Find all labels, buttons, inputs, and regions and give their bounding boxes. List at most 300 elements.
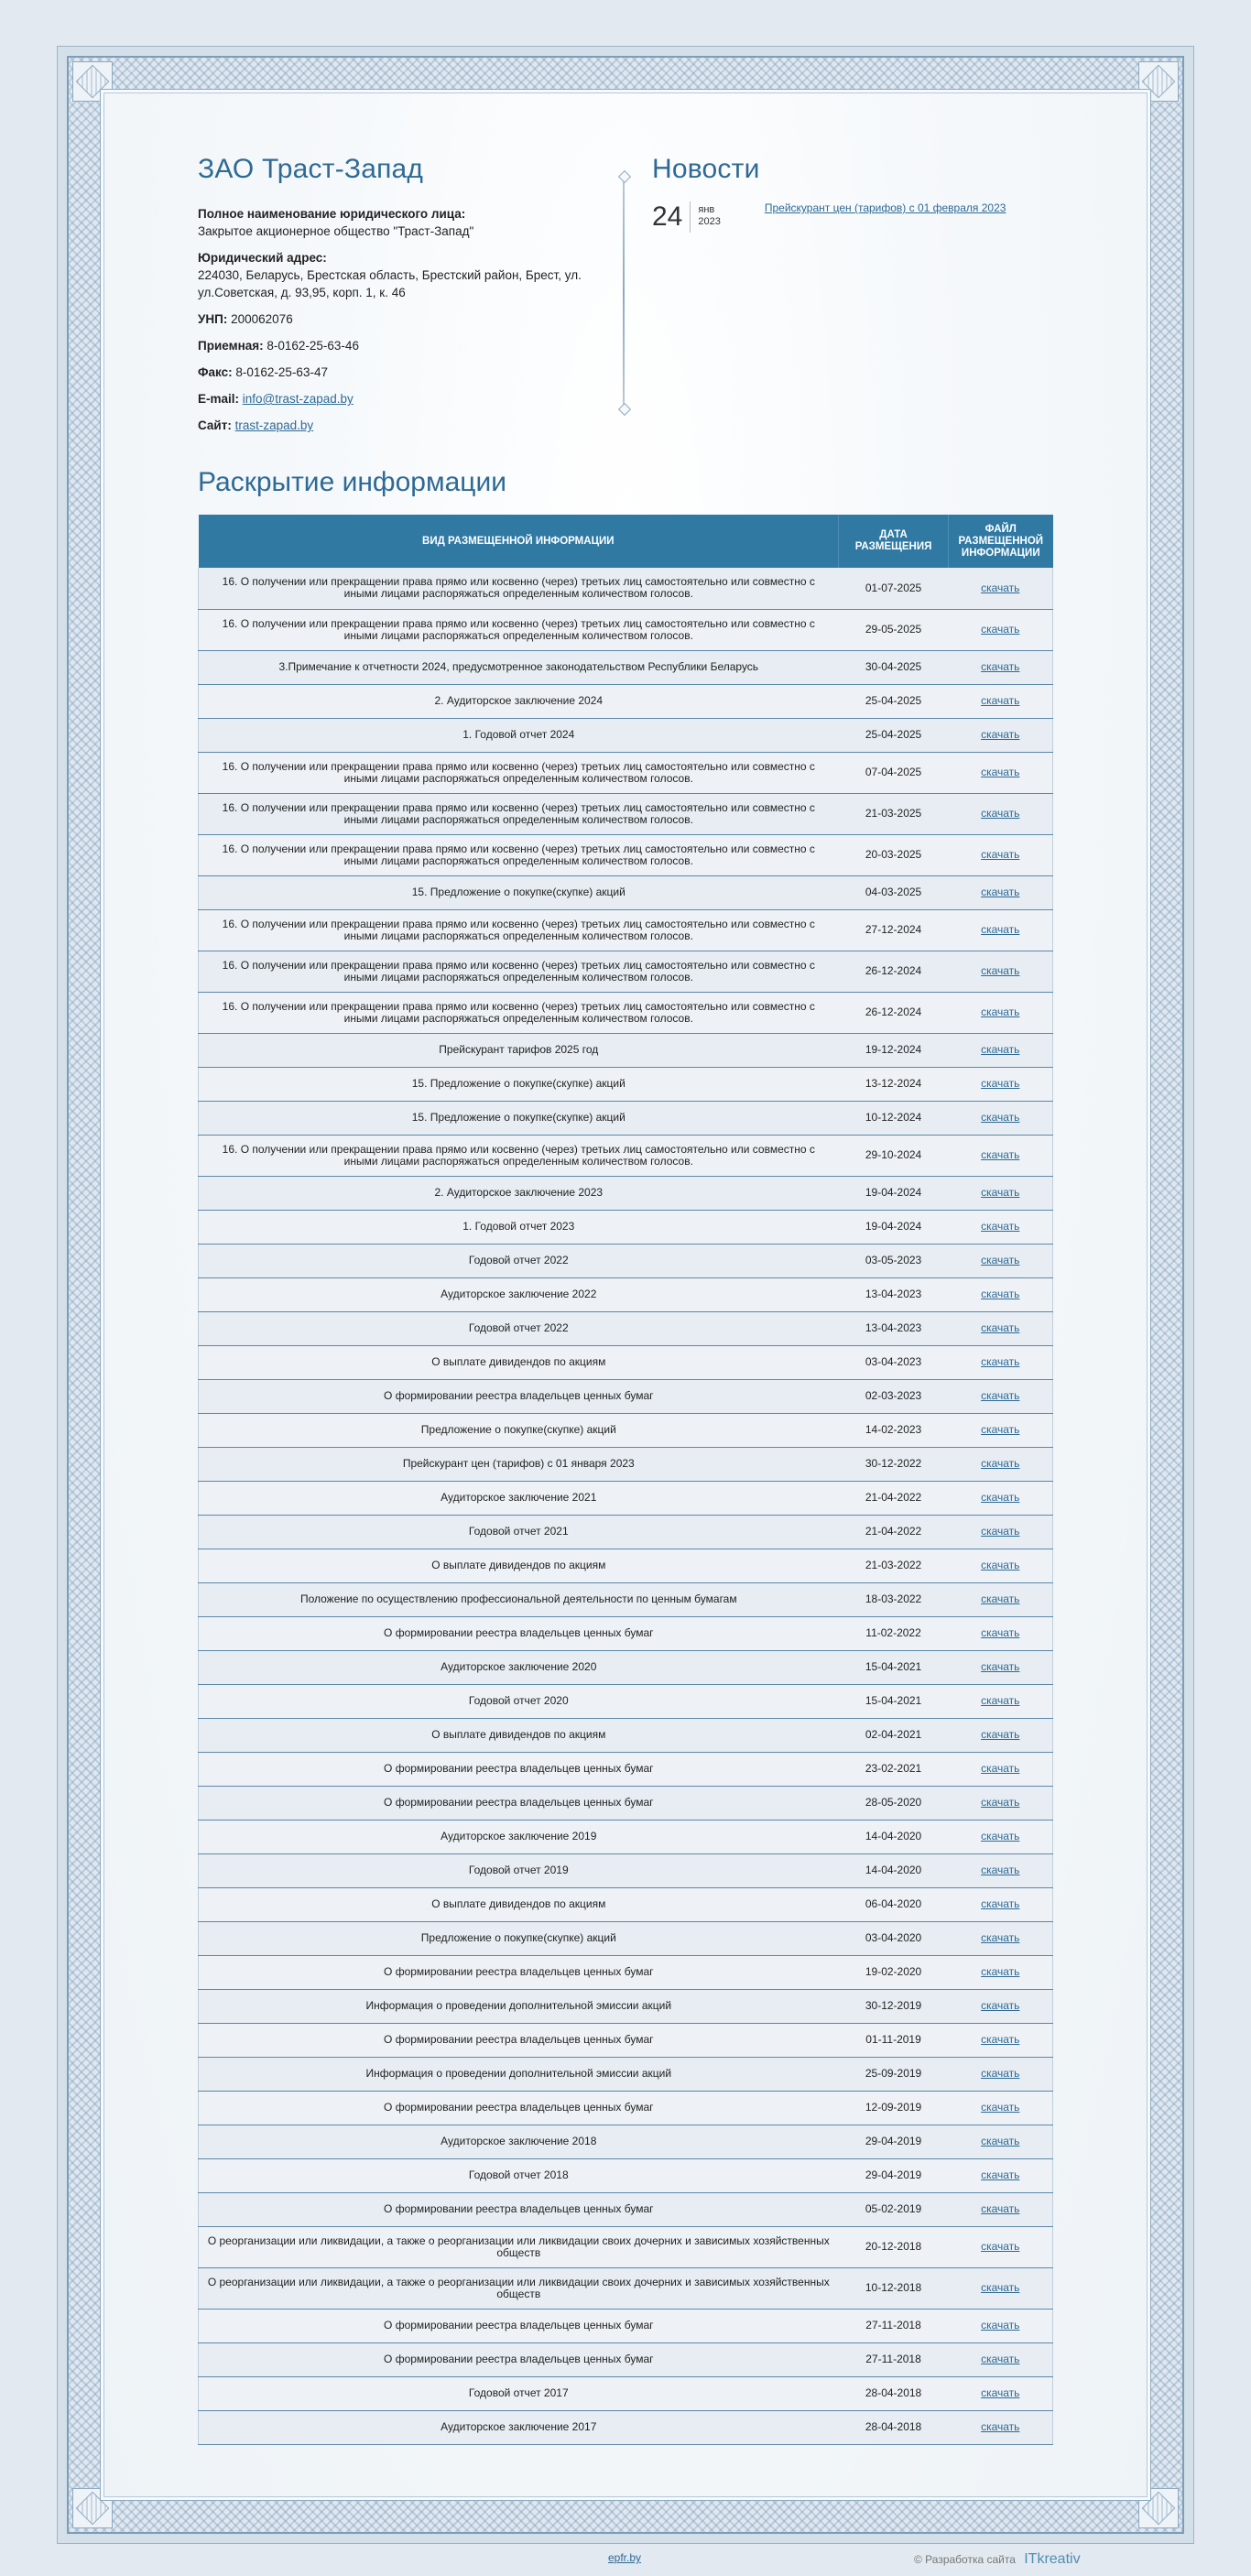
row-file (949, 1481, 1053, 1515)
download-link[interactable]: скачать (981, 1148, 1020, 1161)
row-file (949, 1277, 1053, 1311)
row-file (949, 1033, 1053, 1067)
table-row (199, 834, 1053, 875)
news-month: янв (698, 204, 715, 215)
table-row (199, 2342, 1053, 2376)
row-file (949, 909, 1053, 951)
row-file (949, 650, 1053, 684)
table-row (199, 1549, 1053, 1582)
download-link[interactable]: скачать (981, 886, 1020, 898)
row-info-type: Аудиторское заключение 2021 (199, 1481, 839, 1515)
download-link[interactable]: скачать (981, 2281, 1020, 2294)
footer-dev-text: © Разработка сайта (914, 2553, 1016, 2566)
row-file (949, 568, 1053, 609)
row-info-type: Положение по осуществлению профессиональной деятельности по ценным бумагам (199, 1582, 839, 1616)
table-row (199, 1481, 1053, 1515)
download-link[interactable]: скачать (981, 1931, 1020, 1944)
row-date: 10-12-2024 (839, 1101, 949, 1135)
row-date: 19-02-2020 (839, 1955, 949, 1989)
table-row (199, 752, 1053, 793)
download-link[interactable]: скачать (981, 1965, 1020, 1978)
row-file (949, 992, 1053, 1033)
row-date: 03-05-2023 (839, 1244, 949, 1277)
row-date: 14-04-2020 (839, 1853, 949, 1887)
reception-field (198, 337, 597, 354)
row-file (949, 1921, 1053, 1955)
row-info-type: Аудиторское заключение 2020 (199, 1650, 839, 1684)
row-file (949, 1067, 1053, 1101)
row-file (949, 1447, 1053, 1481)
row-date: 25-04-2025 (839, 684, 949, 718)
row-file (949, 2158, 1053, 2192)
table-row (199, 684, 1053, 718)
row-info-type: Предложение о покупке(скупке) акций (199, 1921, 839, 1955)
full-name-field (198, 205, 597, 240)
table-row (199, 1887, 1053, 1921)
row-date: 02-04-2021 (839, 1718, 949, 1752)
row-info-type: Аудиторское заключение 2017 (199, 2410, 839, 2444)
table-row (199, 1582, 1053, 1616)
table-row (199, 2091, 1053, 2125)
row-info-type: О выплате дивидендов по акциям (199, 1345, 839, 1379)
row-info-type: 2. Аудиторское заключение 2024 (199, 684, 839, 718)
table-row (199, 1244, 1053, 1277)
row-date: 25-09-2019 (839, 2057, 949, 2091)
row-date: 20-03-2025 (839, 834, 949, 875)
table-row (199, 1345, 1053, 1379)
row-date: 30-04-2025 (839, 650, 949, 684)
download-link[interactable]: скачать (981, 848, 1020, 861)
row-info-type: 16. О получении или прекращении права прямо или косвенно (через) третьих лиц самостоятельно или совместно с иными лицами распоряжаться определенным количеством голосов. (199, 568, 839, 609)
download-link[interactable]: скачать (981, 1077, 1020, 1090)
row-date: 15-04-2021 (839, 1650, 949, 1684)
table-row (199, 909, 1053, 951)
download-link[interactable]: скачать (981, 1389, 1020, 1402)
row-info-type: Аудиторское заключение 2018 (199, 2125, 839, 2158)
row-info-type: 15. Предложение о покупке(скупке) акций (199, 875, 839, 909)
row-file (949, 609, 1053, 650)
row-info-type: О реорганизации или ликвидации, а также о реорганизации или ликвидации своих дочерних и зависимых хозяйственных обществ (199, 2267, 839, 2309)
row-date: 19-12-2024 (839, 1033, 949, 1067)
table-row (199, 1135, 1053, 1176)
row-info-type: Информация о проведении дополнительной эмиссии акций (199, 1989, 839, 2023)
download-link[interactable]: скачать (981, 807, 1020, 820)
download-link[interactable]: скачать (981, 2067, 1020, 2080)
row-file (949, 2226, 1053, 2267)
table-row (199, 1067, 1053, 1101)
table-row (199, 609, 1053, 650)
row-date: 30-12-2022 (839, 1447, 949, 1481)
row-info-type: 16. О получении или прекращении права прямо или косвенно (через) третьих лиц самостоятельно или совместно с иными лицами распоряжаться определенным количеством голосов. (199, 951, 839, 992)
table-body (199, 568, 1053, 2444)
table-row (199, 2023, 1053, 2057)
download-link[interactable]: скачать (981, 923, 1020, 936)
row-date: 28-04-2018 (839, 2376, 949, 2410)
footer-developer (914, 2551, 1081, 2568)
table-row (199, 1210, 1053, 1244)
table-row (199, 1684, 1053, 1718)
row-file (949, 684, 1053, 718)
address-value: 224030, Беларусь, Брестская область, Брестский район, Брест, ул. ул.Советская, д. 93,95, корп. 1, к. 46 (198, 268, 582, 299)
table-row (199, 650, 1053, 684)
download-link[interactable]: скачать (981, 1796, 1020, 1809)
row-file (949, 1176, 1053, 1210)
row-file (949, 1311, 1053, 1345)
download-link[interactable]: скачать (981, 2101, 1020, 2114)
table-row (199, 1786, 1053, 1820)
row-info-type: 16. О получении или прекращении права прямо или косвенно (через) третьих лиц самостоятельно или совместно с иными лицами распоряжаться определенным количеством голосов. (199, 609, 839, 650)
row-file (949, 1853, 1053, 1887)
row-info-type: 16. О получении или прекращении права прямо или косвенно (через) третьих лиц самостоятельно или совместно с иными лицами распоряжаться определенным количеством голосов. (199, 793, 839, 834)
news-title: Новости (652, 154, 760, 184)
row-file (949, 2267, 1053, 2309)
row-file (949, 2023, 1053, 2057)
row-info-type: 3.Примечание к отчетности 2024, предусмотренное законодательством Республики Беларусь (199, 650, 839, 684)
row-info-type: Годовой отчет 2017 (199, 2376, 839, 2410)
row-file (949, 1135, 1053, 1176)
reception-label: Приемная: (198, 339, 264, 353)
download-link[interactable]: скачать (981, 1762, 1020, 1775)
table-row (199, 2410, 1053, 2444)
news-date (698, 204, 720, 228)
row-date: 21-03-2022 (839, 1549, 949, 1582)
download-link[interactable]: скачать (981, 1457, 1020, 1470)
download-link[interactable]: скачать (981, 660, 1020, 673)
table-row (199, 1311, 1053, 1345)
row-file (949, 1718, 1053, 1752)
table-row (199, 2125, 1053, 2158)
news-section (652, 154, 1053, 447)
row-info-type: О формировании реестра владельцев ценных бумаг (199, 2023, 839, 2057)
row-file (949, 2057, 1053, 2091)
unp-label: УНП: (198, 312, 228, 326)
row-date: 21-03-2025 (839, 793, 949, 834)
download-link[interactable]: скачать (981, 1186, 1020, 1199)
row-file (949, 718, 1053, 752)
table-row (199, 1752, 1053, 1786)
row-info-type: Годовой отчет 2022 (199, 1311, 839, 1345)
row-date: 29-04-2019 (839, 2125, 949, 2158)
table-row (199, 1515, 1053, 1549)
download-link[interactable]: скачать (981, 1321, 1020, 1334)
table-row (199, 1379, 1053, 1413)
table-row (199, 1955, 1053, 1989)
download-link[interactable]: скачать (981, 766, 1020, 778)
table-row (199, 568, 1053, 609)
table-row (199, 992, 1053, 1033)
table-row (199, 2226, 1053, 2267)
unp-field (198, 310, 597, 328)
email-link[interactable]: info@trast-zapad.by (242, 392, 354, 406)
column-header-date: ДАТА РАЗМЕЩЕНИЯ (839, 515, 949, 568)
table-row (199, 2192, 1053, 2226)
row-file (949, 1887, 1053, 1921)
download-link[interactable]: скачать (981, 1491, 1020, 1504)
download-link[interactable]: скачать (981, 623, 1020, 636)
row-date: 06-04-2020 (839, 1887, 949, 1921)
row-date: 14-02-2023 (839, 1413, 949, 1447)
column-header-file: ФАЙЛ РАЗМЕЩЕННОЙ ИНФОРМАЦИИ (949, 515, 1053, 568)
site-field (198, 417, 597, 434)
row-file (949, 1820, 1053, 1853)
table-row (199, 2057, 1053, 2091)
row-info-type: О формировании реестра владельцев ценных бумаг (199, 1616, 839, 1650)
row-date: 20-12-2018 (839, 2226, 949, 2267)
download-link[interactable]: скачать (981, 1592, 1020, 1605)
address-label: Юридический адрес: (198, 251, 327, 265)
row-date: 13-04-2023 (839, 1311, 949, 1345)
row-date: 21-04-2022 (839, 1515, 949, 1549)
row-date: 15-04-2021 (839, 1684, 949, 1718)
table-row (199, 793, 1053, 834)
news-link[interactable]: Прейскурант цен (тарифов) с 01 февраля 2023 (764, 201, 1006, 214)
email-field (198, 390, 597, 408)
table-row (199, 1921, 1053, 1955)
table-row (199, 2309, 1053, 2342)
row-file (949, 1101, 1053, 1135)
column-header-type: ВИД РАЗМЕЩЕННОЙ ИНФОРМАЦИИ (199, 515, 839, 568)
row-info-type: О формировании реестра владельцев ценных бумаг (199, 1752, 839, 1786)
row-date: 27-11-2018 (839, 2309, 949, 2342)
row-date: 28-05-2020 (839, 1786, 949, 1820)
download-link[interactable]: скачать (981, 1111, 1020, 1124)
fax-value: 8-0162-25-63-47 (235, 365, 328, 379)
row-file (949, 2125, 1053, 2158)
row-date: 27-12-2024 (839, 909, 949, 951)
row-file (949, 875, 1053, 909)
row-info-type: Аудиторское заключение 2022 (199, 1277, 839, 1311)
table-row (199, 2158, 1053, 2192)
row-file (949, 793, 1053, 834)
row-info-type: Годовой отчет 2020 (199, 1684, 839, 1718)
row-date: 29-04-2019 (839, 2158, 949, 2192)
download-link[interactable]: скачать (981, 728, 1020, 741)
row-file (949, 1650, 1053, 1684)
download-link[interactable]: скачать (981, 1005, 1020, 1018)
row-info-type: О формировании реестра владельцев ценных бумаг (199, 2342, 839, 2376)
row-file (949, 1616, 1053, 1650)
download-link[interactable]: скачать (981, 1694, 1020, 1707)
disclosure-table (198, 515, 1053, 2445)
row-date: 19-04-2024 (839, 1176, 949, 1210)
download-link[interactable]: скачать (981, 1254, 1020, 1266)
row-date: 18-03-2022 (839, 1582, 949, 1616)
row-date: 29-10-2024 (839, 1135, 949, 1176)
download-link[interactable]: скачать (981, 1423, 1020, 1436)
news-day: 24 (652, 201, 691, 233)
download-link[interactable]: скачать (981, 2386, 1020, 2399)
row-info-type: О выплате дивидендов по акциям (199, 1718, 839, 1752)
download-link[interactable]: скачать (981, 1999, 1020, 2012)
row-info-type: Годовой отчет 2022 (199, 1244, 839, 1277)
row-info-type: 16. О получении или прекращении права прямо или косвенно (через) третьих лиц самостоятельно или совместно с иными лицами распоряжаться определенным количеством голосов. (199, 909, 839, 951)
table-row (199, 2267, 1053, 2309)
row-info-type: 15. Предложение о покупке(скупке) акций (199, 1101, 839, 1135)
download-link[interactable]: скачать (981, 2168, 1020, 2181)
row-date: 27-11-2018 (839, 2342, 949, 2376)
row-info-type: Годовой отчет 2021 (199, 1515, 839, 1549)
fax-label: Факс: (198, 365, 233, 379)
row-file (949, 1582, 1053, 1616)
row-file (949, 1244, 1053, 1277)
table-row (199, 1277, 1053, 1311)
row-date: 01-11-2019 (839, 2023, 949, 2057)
download-link[interactable]: скачать (981, 2353, 1020, 2365)
row-info-type: 2. Аудиторское заключение 2023 (199, 1176, 839, 1210)
row-file (949, 2410, 1053, 2444)
row-date: 01-07-2025 (839, 568, 949, 609)
fax-field (198, 364, 597, 381)
row-info-type: 16. О получении или прекращении права прямо или косвенно (через) третьих лиц самостоятельно или совместно с иными лицами распоряжаться определенным количеством голосов. (199, 992, 839, 1033)
row-date: 13-04-2023 (839, 1277, 949, 1311)
table-row (199, 1413, 1053, 1447)
company-name: ЗАО Траст-Запад (198, 154, 424, 184)
news-item (652, 201, 1053, 233)
row-info-type: 16. О получении или прекращении права прямо или косвенно (через) третьих лиц самостоятельно или совместно с иными лицами распоряжаться определенным количеством голосов. (199, 752, 839, 793)
row-file (949, 1752, 1053, 1786)
row-date: 13-12-2024 (839, 1067, 949, 1101)
company-info (198, 154, 597, 447)
table-row (199, 1447, 1053, 1481)
row-date: 14-04-2020 (839, 1820, 949, 1853)
table-row (199, 1989, 1053, 2023)
download-link[interactable]: скачать (981, 1525, 1020, 1538)
row-date: 23-02-2021 (839, 1752, 949, 1786)
row-info-type: О формировании реестра владельцев ценных бумаг (199, 2192, 839, 2226)
row-info-type: Годовой отчет 2018 (199, 2158, 839, 2192)
reception-value: 8-0162-25-63-46 (267, 339, 359, 353)
row-info-type: О выплате дивидендов по акциям (199, 1549, 839, 1582)
table-header-row (199, 515, 1053, 568)
download-link[interactable]: скачать (981, 581, 1020, 594)
table-row (199, 1718, 1053, 1752)
table-row (199, 2376, 1053, 2410)
row-date: 26-12-2024 (839, 992, 949, 1033)
table-row (199, 1820, 1053, 1853)
row-info-type: Аудиторское заключение 2019 (199, 1820, 839, 1853)
row-date: 03-04-2023 (839, 1345, 949, 1379)
download-link[interactable]: скачать (981, 1897, 1020, 1910)
row-file (949, 1515, 1053, 1549)
row-info-type: О выплате дивидендов по акциям (199, 1887, 839, 1921)
download-link[interactable]: скачать (981, 694, 1020, 707)
download-link[interactable]: скачать (981, 1660, 1020, 1673)
row-date: 30-12-2019 (839, 1989, 949, 2023)
row-date: 10-12-2018 (839, 2267, 949, 2309)
download-link[interactable]: скачать (981, 2420, 1020, 2433)
footer-site-link[interactable]: epfr.by (608, 2551, 642, 2564)
row-file (949, 1413, 1053, 1447)
row-date: 03-04-2020 (839, 1921, 949, 1955)
row-file (949, 2342, 1053, 2376)
row-date: 28-04-2018 (839, 2410, 949, 2444)
row-info-type: 15. Предложение о покупке(скупке) акций (199, 1067, 839, 1101)
download-link[interactable]: скачать (981, 1559, 1020, 1571)
table-row (199, 1616, 1053, 1650)
download-link[interactable]: скачать (981, 1355, 1020, 1368)
row-file (949, 2192, 1053, 2226)
main-content (198, 154, 1053, 2445)
download-link[interactable]: скачать (981, 1220, 1020, 1233)
row-date: 02-03-2023 (839, 1379, 949, 1413)
site-link[interactable]: trast-zapad.by (234, 418, 314, 432)
download-link[interactable]: скачать (981, 2135, 1020, 2147)
site-label: Сайт: (198, 418, 232, 432)
row-date: 04-03-2025 (839, 875, 949, 909)
news-year: 2023 (698, 216, 721, 227)
row-file (949, 1345, 1053, 1379)
row-date: 12-09-2019 (839, 2091, 949, 2125)
row-date: 05-02-2019 (839, 2192, 949, 2226)
download-link[interactable]: скачать (981, 1288, 1020, 1300)
download-link[interactable]: скачать (981, 2202, 1020, 2215)
address-field (198, 249, 597, 301)
row-info-type: 1. Годовой отчет 2024 (199, 718, 839, 752)
row-info-type: 16. О получении или прекращении права прямо или косвенно (через) третьих лиц самостоятельно или совместно с иными лицами распоряжаться определенным количеством голосов. (199, 834, 839, 875)
header-section (198, 154, 1053, 447)
table-row (199, 1650, 1053, 1684)
row-info-type: О формировании реестра владельцев ценных бумаг (199, 1955, 839, 1989)
row-file (949, 2309, 1053, 2342)
row-date: 11-02-2022 (839, 1616, 949, 1650)
row-file (949, 752, 1053, 793)
download-link[interactable]: скачать (981, 1043, 1020, 1056)
table-row (199, 1101, 1053, 1135)
download-link[interactable]: скачать (981, 964, 1020, 977)
row-info-type: 16. О получении или прекращении права прямо или косвенно (через) третьих лиц самостоятельно или совместно с иными лицами распоряжаться определенным количеством голосов. (199, 1135, 839, 1176)
row-date: 07-04-2025 (839, 752, 949, 793)
table-row (199, 718, 1053, 752)
row-info-type: О формировании реестра владельцев ценных бумаг (199, 1379, 839, 1413)
row-file (949, 1955, 1053, 1989)
download-link[interactable]: скачать (981, 2319, 1020, 2331)
row-info-type: Предложение о покупке(скупке) акций (199, 1413, 839, 1447)
row-file (949, 1786, 1053, 1820)
row-info-type: О формировании реестра владельцев ценных бумаг (199, 2091, 839, 2125)
row-date: 25-04-2025 (839, 718, 949, 752)
download-link[interactable]: скачать (981, 1728, 1020, 1741)
row-info-type: 1. Годовой отчет 2023 (199, 1210, 839, 1244)
row-file (949, 951, 1053, 992)
row-info-type: О реорганизации или ликвидации, а также о реорганизации или ликвидации своих дочерних и зависимых хозяйственных обществ (199, 2226, 839, 2267)
table-row (199, 1033, 1053, 1067)
download-link[interactable]: скачать (981, 1864, 1020, 1876)
download-link[interactable]: скачать (981, 1626, 1020, 1639)
header-divider (623, 176, 625, 410)
row-date: 19-04-2024 (839, 1210, 949, 1244)
row-file (949, 1379, 1053, 1413)
row-info-type: О формировании реестра владельцев ценных бумаг (199, 2309, 839, 2342)
row-file (949, 1684, 1053, 1718)
row-file (949, 1549, 1053, 1582)
table-row (199, 875, 1053, 909)
email-label: E-mail: (198, 392, 240, 406)
table-row (199, 1853, 1053, 1887)
table-row (199, 951, 1053, 992)
full-name-label: Полное наименование юридического лица: (198, 207, 466, 221)
row-file (949, 834, 1053, 875)
download-link[interactable]: скачать (981, 2033, 1020, 2046)
download-link[interactable]: скачать (981, 2240, 1020, 2253)
row-file (949, 2091, 1053, 2125)
row-info-type: Информация о проведении дополнительной эмиссии акций (199, 2057, 839, 2091)
row-info-type: Прейскурант тарифов 2025 год (199, 1033, 839, 1067)
itkreativ-logo[interactable]: ITkreativ (1024, 2551, 1081, 2567)
row-info-type: Прейскурант цен (тарифов) с 01 января 2023 (199, 1447, 839, 1481)
row-date: 21-04-2022 (839, 1481, 949, 1515)
row-file (949, 1989, 1053, 2023)
download-link[interactable]: скачать (981, 1830, 1020, 1842)
